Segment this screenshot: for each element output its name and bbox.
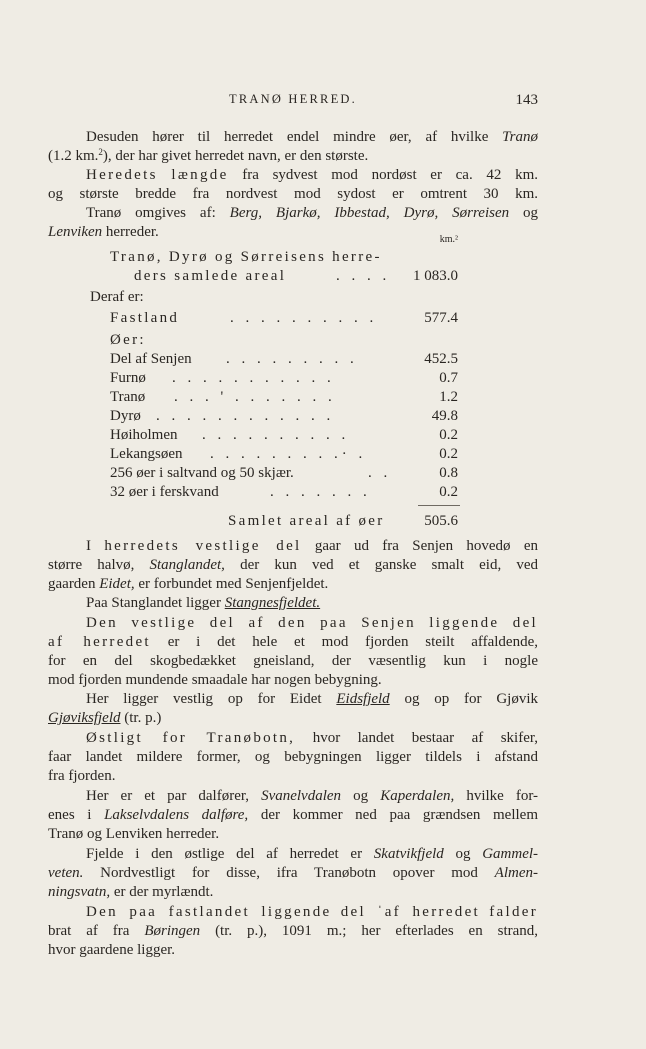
intro-line: Tranø omgives af: Berg, Bjarkø, Ibbestad, Dyrø, Sørreisen og [86,205,539,221]
text-line: enes i Lakselvdalens dalføre, der kommer ned paa grændsen mellem [48,807,538,823]
table-row: Furnø . . . . . . . . . . . 0.7 [110,370,458,386]
text-line: mod fjorden mundende smaadale har nogen bebygning. [48,672,382,688]
text-line: Tranø og Lenviken herreder. [48,826,220,842]
text-line: I herredets vestlige del gaar ud fra Senjen hovedø en [86,538,539,554]
unit-label: km.² [439,234,458,245]
oer-label: Øer: [110,332,146,348]
table-row: Tranø . . . ' . . . . . . . 1.2 [110,389,458,405]
table-heading: Tranø, Dyrø og Sørreisens herre- [110,249,382,265]
intro-line: Lenviken herreder. [48,224,159,240]
intro-line: Desuden hører til herredet endel mindre øer, af hvilke Tranø [86,129,539,145]
sum-rule [418,505,460,506]
text-line: faar landet mildere former, og bebygningen ligger tildels i afstand [48,749,538,765]
page-header [48,92,538,110]
table-row: Dyrø . . . . . . . . . . . . 49.8 [110,408,458,424]
intro-line: (1.2 km.$^2$), der har givet herredet navn, er den største. [48,147,369,164]
table-row: Lekangsøen . . . . . . . . .· . 0.2 [110,446,458,462]
table-row: Høiholmen . . . . . . . . . . 0.2 [110,427,458,443]
text-line: hvor gaardene ligger. [48,942,176,958]
running-head: TRANØ HERRED. [229,92,357,106]
table-row: 256 øer i saltvand og 50 skjær. . . 0.8 [110,465,458,481]
intro-line: og største bredde fra nordvest mod sydost er omtrent 30 km. [48,186,538,202]
page-number: 143 [515,92,538,108]
table-row: 32 øer i ferskvand . . . . . . . 0.2 [110,484,458,500]
text-line: Fjelde i den østlige del af herredet er Skatvikfjeld og Gammel- [86,846,539,862]
text-line: Paa Stanglandet ligger Stangnesfjeldet. [86,595,321,611]
text-line: ningsvatn, er der myrlændt. [48,884,214,900]
text-line: Her ligger vestlig op for Eidet Eidsfjeld og op for Gjøvik [86,691,539,707]
text-line: Gjøviksfjeld (tr. p.) [48,710,162,726]
text-line: Den paa fastlandet liggende del ˈaf herredet falder [86,904,539,920]
text-line: fra fjorden. [48,768,116,784]
intro-line: Heredets længde fra sydvest mod nordøst er ca. 42 km. [86,167,538,183]
deraf-label: Deraf er: [90,289,144,305]
text-line: Østligt for Tranøbotn, hvor landet bestaar af skifer, [86,730,539,746]
table-row-fastland: Fastland . . . . . . . . . . 577.4 [110,310,458,326]
text-line: større halvø, Stanglandet, der kun ved et ganske smalt eid, ved [48,557,539,573]
table-row: Del af Senjen . . . . . . . . . 452.5 [110,351,458,367]
text-line: Her er et par dalfører, Svanelvdalen og Kaperdalen, hvilke for- [86,788,539,804]
text-line: gaarden Eidet, er forbundet med Senjenfjeldet. [48,576,329,592]
text-line: for en del skogbedækket gneisland, der væsentlig kun i nogle [48,653,538,669]
table-total-row: Samlet areal af øer 505.6 [228,513,458,529]
table-heading-total: ders samlede areal . . . . 1 083.0 [134,268,458,284]
text-line: af herredet er i det hele et mod fjorden steilt affaldende, [48,634,538,650]
text-line: Den vestlige del af den paa Senjen liggende del [86,615,538,631]
text-line: brat af fra Børingen (tr. p.), 1091 m.; her efterlades en strand, [48,923,539,939]
text-line: veten. Nordvestligt for disse, ifra Tranøbotn opover mod Almen- [48,865,538,881]
